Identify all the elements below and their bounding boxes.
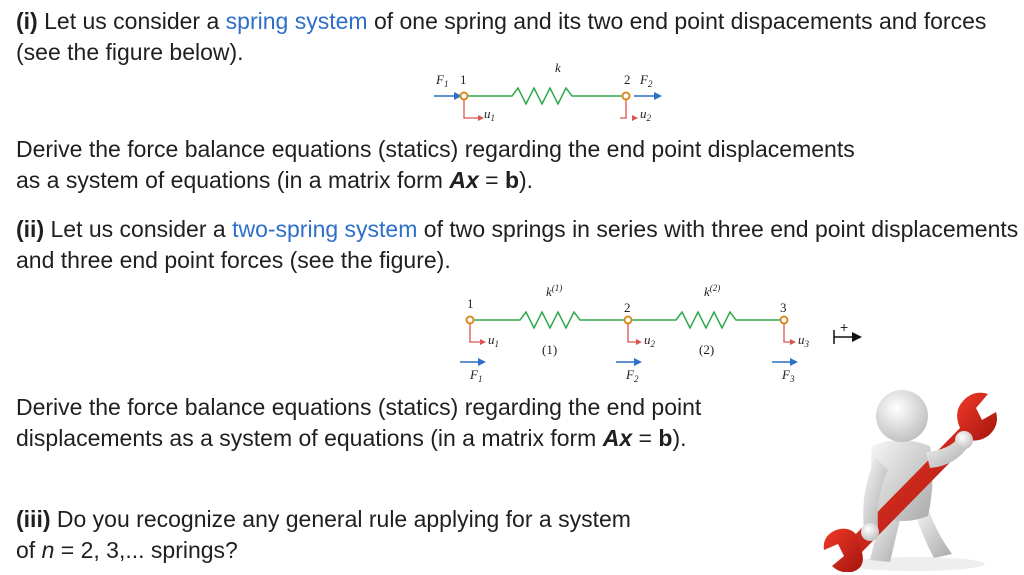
- displacement-marker-1: [470, 324, 480, 342]
- part1-derive: [16, 134, 1020, 196]
- part2-equals: =: [638, 425, 652, 451]
- force-arrow-1-head: [478, 358, 486, 366]
- figure-right-hand: [955, 431, 973, 449]
- part3-n: n: [41, 537, 55, 563]
- single-spring-diagram: [420, 60, 680, 132]
- part3-of: of: [16, 537, 36, 563]
- part1-derive-line2: as a system of equations (in a matrix form: [16, 167, 443, 193]
- force-f2-label: $F_2$: [640, 72, 653, 89]
- part2-highlight: two-spring system: [232, 216, 418, 242]
- person-with-wrench-icon: [810, 380, 1020, 572]
- disp-u2-label: $u_2$: [644, 332, 655, 349]
- part2-derive-text: Derive the force balance equations (statics) regarding the end point displacements as a system of equations (in a matrix form: [16, 394, 702, 451]
- displacement-marker-2-head: [636, 339, 642, 345]
- part1-highlight: spring system: [225, 8, 368, 34]
- displacement-marker-3: [784, 324, 790, 342]
- spring1-k-label: $k^{(1)}$: [546, 283, 563, 299]
- part2-closing: ).: [672, 425, 687, 451]
- figure-shadow: [845, 557, 985, 571]
- node1-label: 1: [467, 296, 474, 311]
- element1-label: (1): [542, 342, 558, 357]
- part1-text-after: of one spring and its two end point dispacements and forces (see the figure below).: [16, 8, 987, 65]
- part2-intro: [16, 214, 1020, 276]
- force-f1-label: $F_1$: [436, 72, 449, 89]
- displacement-marker-2-head: [632, 115, 638, 121]
- node3-label: 3: [780, 300, 787, 315]
- spring-1: [470, 312, 628, 328]
- force-arrow-3-head: [790, 358, 798, 366]
- force-arrow-2-head: [634, 358, 642, 366]
- displacement-marker-3-head: [790, 339, 796, 345]
- two-spring-diagram: [448, 280, 868, 384]
- node2-label: 2: [624, 300, 631, 315]
- part3-line1: Do you recognize any general rule applying for a system: [56, 506, 631, 532]
- part1-derive-line1: Derive the force balance equations (statics) regarding the end point displacements: [16, 136, 855, 162]
- node-1: [461, 93, 468, 100]
- part1-intro: [16, 6, 1020, 68]
- part1-matrix-b: b: [504, 167, 520, 193]
- force-f3-label: $F_3$: [782, 367, 795, 384]
- node1-label: 1: [460, 72, 467, 87]
- node2-label: 2: [624, 72, 631, 87]
- part1-matrix-A: Ax: [449, 167, 479, 193]
- disp-u1-label: $u_1$: [484, 106, 495, 123]
- force-arrow-2-head: [654, 92, 662, 100]
- part2-matrix-A: Ax: [602, 425, 633, 451]
- spring-k-label: k: [555, 60, 561, 75]
- spring-1: [464, 88, 626, 104]
- disp-u2-label: $u_2$: [640, 106, 651, 123]
- displacement-marker-2: [620, 100, 626, 118]
- part2-matrix-b: b: [658, 425, 673, 451]
- part3-label: (iii): [16, 506, 51, 532]
- positive-sign-label: +: [840, 319, 849, 335]
- part2-text-before: Let us consider a: [50, 216, 226, 242]
- positive-direction-arrow-head: [852, 332, 862, 342]
- node-3: [781, 317, 788, 324]
- spring2-k-label: $k^{(2)}$: [704, 283, 721, 299]
- node-1: [467, 317, 474, 324]
- part1-equals: =: [485, 167, 499, 193]
- displacement-marker-1-head: [480, 339, 486, 345]
- part1-text-before: Let us consider a: [44, 8, 220, 34]
- element2-label: (2): [699, 342, 715, 357]
- part2-label: (ii): [16, 216, 45, 242]
- part2-derive: [16, 392, 776, 454]
- part3-text: [16, 504, 776, 566]
- spring-2: [628, 312, 784, 328]
- part1-closing: ).: [519, 167, 534, 193]
- node-2: [625, 317, 632, 324]
- force-f2-label: $F_2$: [626, 367, 639, 384]
- disp-u3-label: $u_3$: [798, 332, 809, 349]
- part1-label: (i): [16, 8, 38, 34]
- disp-u1-label: $u_1$: [488, 332, 499, 349]
- part2-text-after: of two springs in series with three end point displacements and three end point forces (see the figure).: [16, 216, 1019, 273]
- force-f1-label: $F_1$: [470, 367, 483, 384]
- figure-left-hand: [861, 523, 879, 541]
- figure-head: [876, 390, 928, 442]
- displacement-marker-2: [628, 324, 636, 342]
- node-2: [623, 93, 630, 100]
- part3-rest: = 2, 3,... springs?: [60, 537, 238, 563]
- displacement-marker-1: [464, 100, 478, 118]
